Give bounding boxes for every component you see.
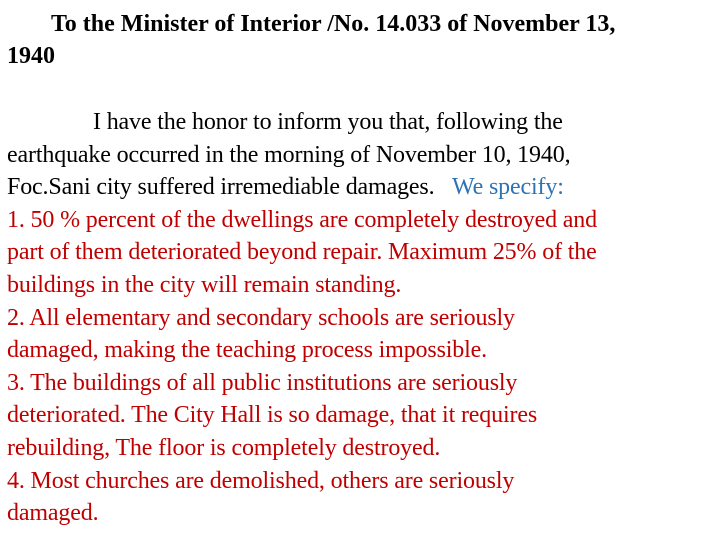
heading-line-1: To the Minister of Interior /No. 14.033 of November 13, <box>51 11 616 37</box>
intro-line-3 <box>7 171 720 204</box>
intro-line-1: I have the honor to inform you that, following the <box>93 109 563 135</box>
intro-line-3-text: Foc.Sani city suffered irremediable damages. <box>7 174 435 201</box>
item-line: buildings in the city will remain standing. <box>7 271 402 298</box>
item-line: damaged. <box>7 500 99 527</box>
item-line: 1. 50 % percent of the dwellings are completely destroyed and <box>7 206 597 233</box>
specify-text <box>434 174 563 200</box>
item-line: 3. The buildings of all public institutions are seriously <box>7 369 518 396</box>
item-line: rebuilding, The floor is completely destroyed. <box>7 434 441 461</box>
intro-line-2: earthquake occurred in the morning of November 10, 1940, <box>7 141 571 168</box>
specify-label: We specify: <box>452 174 564 201</box>
document-body <box>7 106 720 530</box>
document-heading <box>7 8 720 72</box>
item-line: part of them deteriorated beyond repair. Maximum 25% of the <box>7 239 597 266</box>
item-line: damaged, making the teaching process impossible. <box>7 337 488 364</box>
heading-line-2: 1940 <box>7 43 55 69</box>
item-line: 2. All elementary and secondary schools are seriously <box>7 304 515 331</box>
item-line: deteriorated. The City Hall is so damage, that it requires <box>7 402 538 429</box>
item-line: 4. Most churches are demolished, others are seriously <box>7 467 515 494</box>
